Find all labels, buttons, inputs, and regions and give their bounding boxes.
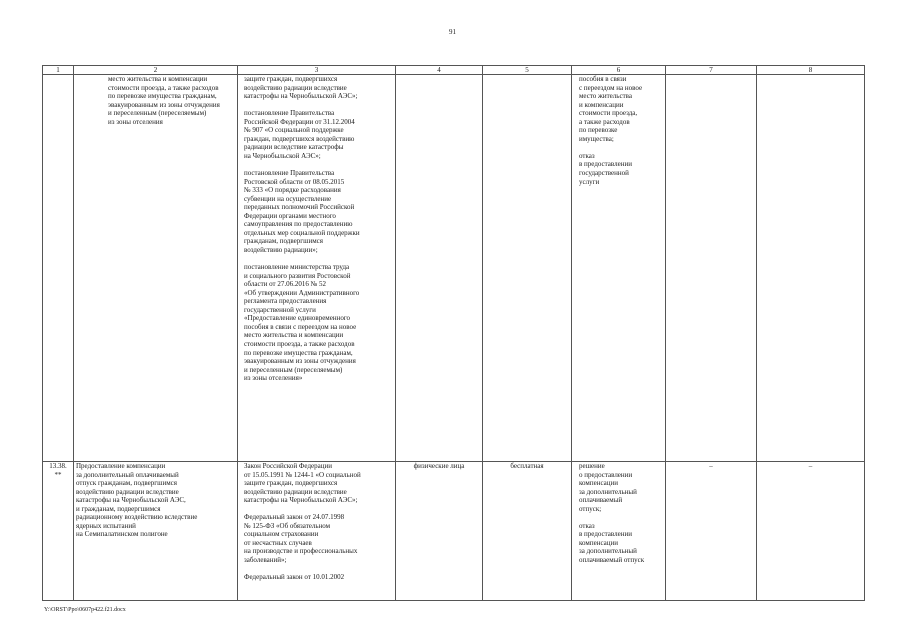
file-path-footer: Y:\ORST\Ppo\0607p422.f21.docx — [44, 607, 126, 613]
table-row — [43, 462, 865, 601]
legal-basis-cell: Закон Российской Федерации от 15.05.1991 № 1244-1 «О социальной защите граждан, подвергшихся воздействию радиации вследствие катастрофы на Чернобыльской АЭС»; Федеральный закон от 24.07.1998 № 125-ФЗ «Об обязательном социальном страховании от несчастных случаев на производстве и профессиональных заболеваний»; Федеральный закон от 10.01.2002 — [238, 462, 396, 601]
recipients-cell — [396, 75, 483, 462]
page-number: 91 — [449, 28, 456, 36]
column-header-2: 2 — [74, 66, 238, 75]
column-8-cell: – — [757, 462, 865, 601]
column-header-4: 4 — [396, 66, 483, 75]
column-header-6: 6 — [572, 66, 666, 75]
row-number: 13.38. ** — [43, 462, 74, 601]
row-number — [43, 75, 74, 462]
payment-cell — [483, 75, 572, 462]
payment-cell: бесплатная — [483, 462, 572, 601]
column-header-7: 7 — [666, 66, 757, 75]
column-7-cell: – — [666, 462, 757, 601]
column-header-8: 8 — [757, 66, 865, 75]
service-name-cell: Предоставление компенсации за дополнительный оплачиваемый отпуск гражданам, подвергшимся воздействию радиации вследствие катастрофы на Чернобыльской АЭС, и гражданам, подвергшимся радиационному воздействию вследствие ядерных испытаний на Семипалатинском полигоне — [74, 462, 238, 601]
recipients-cell: физические лица — [396, 462, 483, 601]
legal-basis-cell: защите граждан, подвергшихся воздействию радиации вследствие катастрофы на Чернобыльской АЭС»; постановление Правительства Российской Федерации от 31.12.2004 № 907 «О социальной поддержке граждан, подвергшихся воздействию радиации вследствие катастрофы на Чернобыльской АЭС»; постановление Правительства Ростовской области от 08.05.2015 № 333 «О порядке расходования субвенции на осуществление переданных полномочий Российской Федерации органами местного самоуправления по предоставлению отдельных мер социальной поддержки гражданам, подвергшимся воздействию радиации»; постановление министерства труда и социального развития Ростовской области от 27.06.2016 № 52 «Об утверждении Административного регламента предоставления государственной услуги «Предоставление единовременного пособия в связи с переездом на новое место жительства и компенсации стоимости проезда, а также расходов по перевозке имущества гражданам, эвакуированным из зоны отчуждения и переселенным (переселяемым) из зоны отселения» — [238, 75, 396, 462]
result-cell: решение о предоставлении компенсации за дополнительный оплачиваемый отпуск; отказ в предоставлении компенсации за дополнительный оплачиваемый отпуск — [572, 462, 666, 601]
service-name-cell: место жительства и компенсации стоимости проезда, а также расходов по перевозке имущества гражданам, эвакуированным из зоны отчуждения и переселенным (переселяемым) из зоны отселения — [74, 75, 238, 462]
column-header-3: 3 — [238, 66, 396, 75]
result-cell: пособия в связи с переездом на новое место жительства и компенсации стоимости проезда, а также расходов по перевозке имущества; отказ в предоставлении государственной услуги — [572, 75, 666, 462]
column-8-cell — [757, 75, 865, 462]
column-header-1: 1 — [43, 66, 74, 75]
table-row — [43, 75, 865, 462]
column-header-5: 5 — [483, 66, 572, 75]
services-table — [42, 65, 865, 601]
column-7-cell — [666, 75, 757, 462]
column-number-row — [43, 66, 865, 75]
